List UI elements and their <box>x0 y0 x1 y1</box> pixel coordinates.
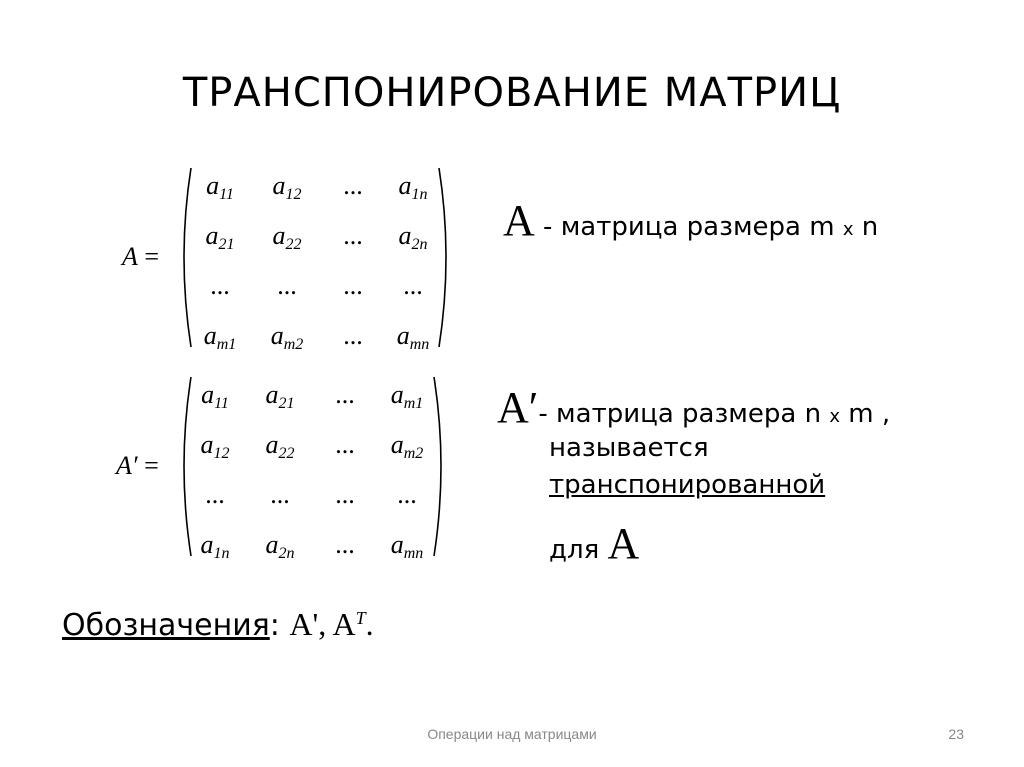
notation-colon: : <box>269 608 280 643</box>
desc-at-line3: транспонированной <box>549 470 826 500</box>
matrix-cell-subscript: 22 <box>278 445 295 462</box>
desc-at-line1 <box>497 382 890 433</box>
footer-text: Операции над матрицами <box>427 726 597 742</box>
matrix-cell-subscript: m2 <box>403 445 424 462</box>
matrix-cell-base: ... <box>343 171 363 200</box>
matrix-cell-subscript: mn <box>409 336 430 353</box>
matrix-cell <box>271 321 304 354</box>
matrix-cell-base: ... <box>335 380 355 409</box>
matrix-at-name: A′ <box>116 451 138 480</box>
matrix-cell <box>205 480 225 510</box>
matrix-cell <box>343 271 363 301</box>
matrix-cell-base: a <box>390 430 404 459</box>
matrix-cell-base: a <box>200 530 214 559</box>
matrix-a-equals: = <box>144 242 160 271</box>
matrix-cell <box>201 530 230 563</box>
matrix-a <box>175 165 455 353</box>
matrix-cell <box>391 430 424 463</box>
matrix-cell-base: ... <box>343 221 363 250</box>
desc-at-line1-tail: m , <box>840 399 891 429</box>
matrix-cell <box>335 530 355 560</box>
matrix-cell <box>343 171 363 201</box>
notation-items: A', A <box>289 606 356 642</box>
matrix-cell-base: a <box>272 171 286 200</box>
matrix-at-equals: = <box>144 451 159 480</box>
matrix-cell-base: ... <box>335 480 355 509</box>
matrix-cell-subscript: 1n <box>411 186 428 203</box>
notation-label: Обозначения <box>62 608 270 643</box>
matrix-cell-base: ... <box>397 480 417 509</box>
notation-dot: . <box>365 606 374 642</box>
matrix-cell <box>335 380 355 410</box>
matrix-cell-base: a <box>265 380 279 409</box>
matrix-cell-base: a <box>201 380 215 409</box>
matrix-cell-subscript: 21 <box>218 236 235 253</box>
matrix-cell-subscript: 12 <box>285 186 302 203</box>
matrix-cell-base: a <box>205 221 219 250</box>
matrix-cell-base: ... <box>270 480 290 509</box>
matrix-cell <box>277 271 297 301</box>
matrix-cell <box>273 171 302 204</box>
matrix-cell-subscript: mn <box>403 545 424 562</box>
matrix-cell-subscript: 2n <box>278 545 295 562</box>
matrix-cell-base: a <box>390 530 404 559</box>
matrix-cell-subscript: 11 <box>219 186 234 203</box>
matrix-cell <box>266 380 295 413</box>
matrix-cell-base: a <box>270 321 284 350</box>
matrix-cell <box>206 221 235 254</box>
desc-at-line4-text: для <box>549 535 608 565</box>
matrix-cell-base: a <box>398 171 412 200</box>
matrix-cell-base: a <box>396 321 410 350</box>
desc-at-symbol: A′ <box>497 383 539 432</box>
matrix-at-label <box>116 451 159 481</box>
desc-a-symbol: A <box>503 196 535 245</box>
matrix-cell <box>399 221 428 254</box>
matrix-cell <box>343 321 363 351</box>
matrix-cell <box>201 380 229 413</box>
matrix-cell <box>397 321 430 354</box>
desc-a-text: - матрица размера m <box>534 212 843 242</box>
matrix-cell-base: ... <box>343 271 363 300</box>
matrix-cell-base: a <box>265 530 279 559</box>
matrix-a-transposed <box>175 374 450 562</box>
notation <box>62 606 374 643</box>
desc-at-x: x <box>829 406 841 427</box>
matrix-cell <box>273 221 302 254</box>
matrix-cell-base: a <box>203 321 217 350</box>
matrix-cell-base: ... <box>403 271 423 300</box>
matrix-cell-base: a <box>206 171 220 200</box>
matrix-cell <box>204 321 237 354</box>
matrix-cell-subscript: 1n <box>213 545 230 562</box>
matrix-cell <box>206 171 234 204</box>
desc-at-line4 <box>549 518 639 569</box>
matrix-cell-subscript: m1 <box>403 395 424 412</box>
desc-at-line1-text: - матрица размера n <box>538 399 830 429</box>
notation-sup: T <box>355 608 366 628</box>
matrix-cell-base: ... <box>277 271 297 300</box>
matrix-cell <box>399 171 428 204</box>
matrix-cell-subscript: 11 <box>214 395 229 412</box>
matrix-cell-subscript: 2n <box>411 236 428 253</box>
matrix-cell-base: a <box>272 221 286 250</box>
matrix-cell <box>266 530 295 563</box>
desc-a-x: x <box>842 219 854 240</box>
page-number: 23 <box>948 726 964 742</box>
matrix-a-label <box>122 242 159 272</box>
matrix-cell-base: ... <box>343 321 363 350</box>
desc-at-line4-symbol: A <box>607 519 640 568</box>
matrix-cell <box>266 430 295 463</box>
matrix-cell <box>403 271 423 301</box>
matrix-cell <box>391 380 424 413</box>
matrix-cell <box>335 480 355 510</box>
matrix-cell-base: a <box>390 380 404 409</box>
desc-a-tail: n <box>853 212 879 242</box>
matrix-cell <box>210 271 230 301</box>
matrix-cell-subscript: 21 <box>278 395 295 412</box>
matrix-cell <box>343 221 363 251</box>
matrix-cell-base: ... <box>210 271 230 300</box>
matrix-cell <box>201 430 230 463</box>
matrix-cell-base: a <box>398 221 412 250</box>
matrix-cell-base: ... <box>335 430 355 459</box>
matrix-cell <box>391 530 424 563</box>
matrix-cell <box>270 480 290 510</box>
matrix-cell <box>397 480 417 510</box>
matrix-cell <box>335 430 355 460</box>
desc-a <box>503 195 878 246</box>
matrix-cell-subscript: m2 <box>283 336 304 353</box>
desc-at-line2: называется <box>549 433 709 463</box>
matrix-cell-base: a <box>200 430 214 459</box>
matrix-cell-subscript: m1 <box>216 336 237 353</box>
matrix-a-name: A <box>122 242 138 271</box>
matrix-cell-base: ... <box>205 480 225 509</box>
matrix-cell-subscript: 12 <box>213 445 230 462</box>
matrix-cell-subscript: 22 <box>285 236 302 253</box>
slide-title: ТРАНСПОНИРОВАНИЕ МАТРИЦ <box>182 70 842 116</box>
matrix-cell-base: a <box>265 430 279 459</box>
matrix-cell-base: ... <box>335 530 355 559</box>
